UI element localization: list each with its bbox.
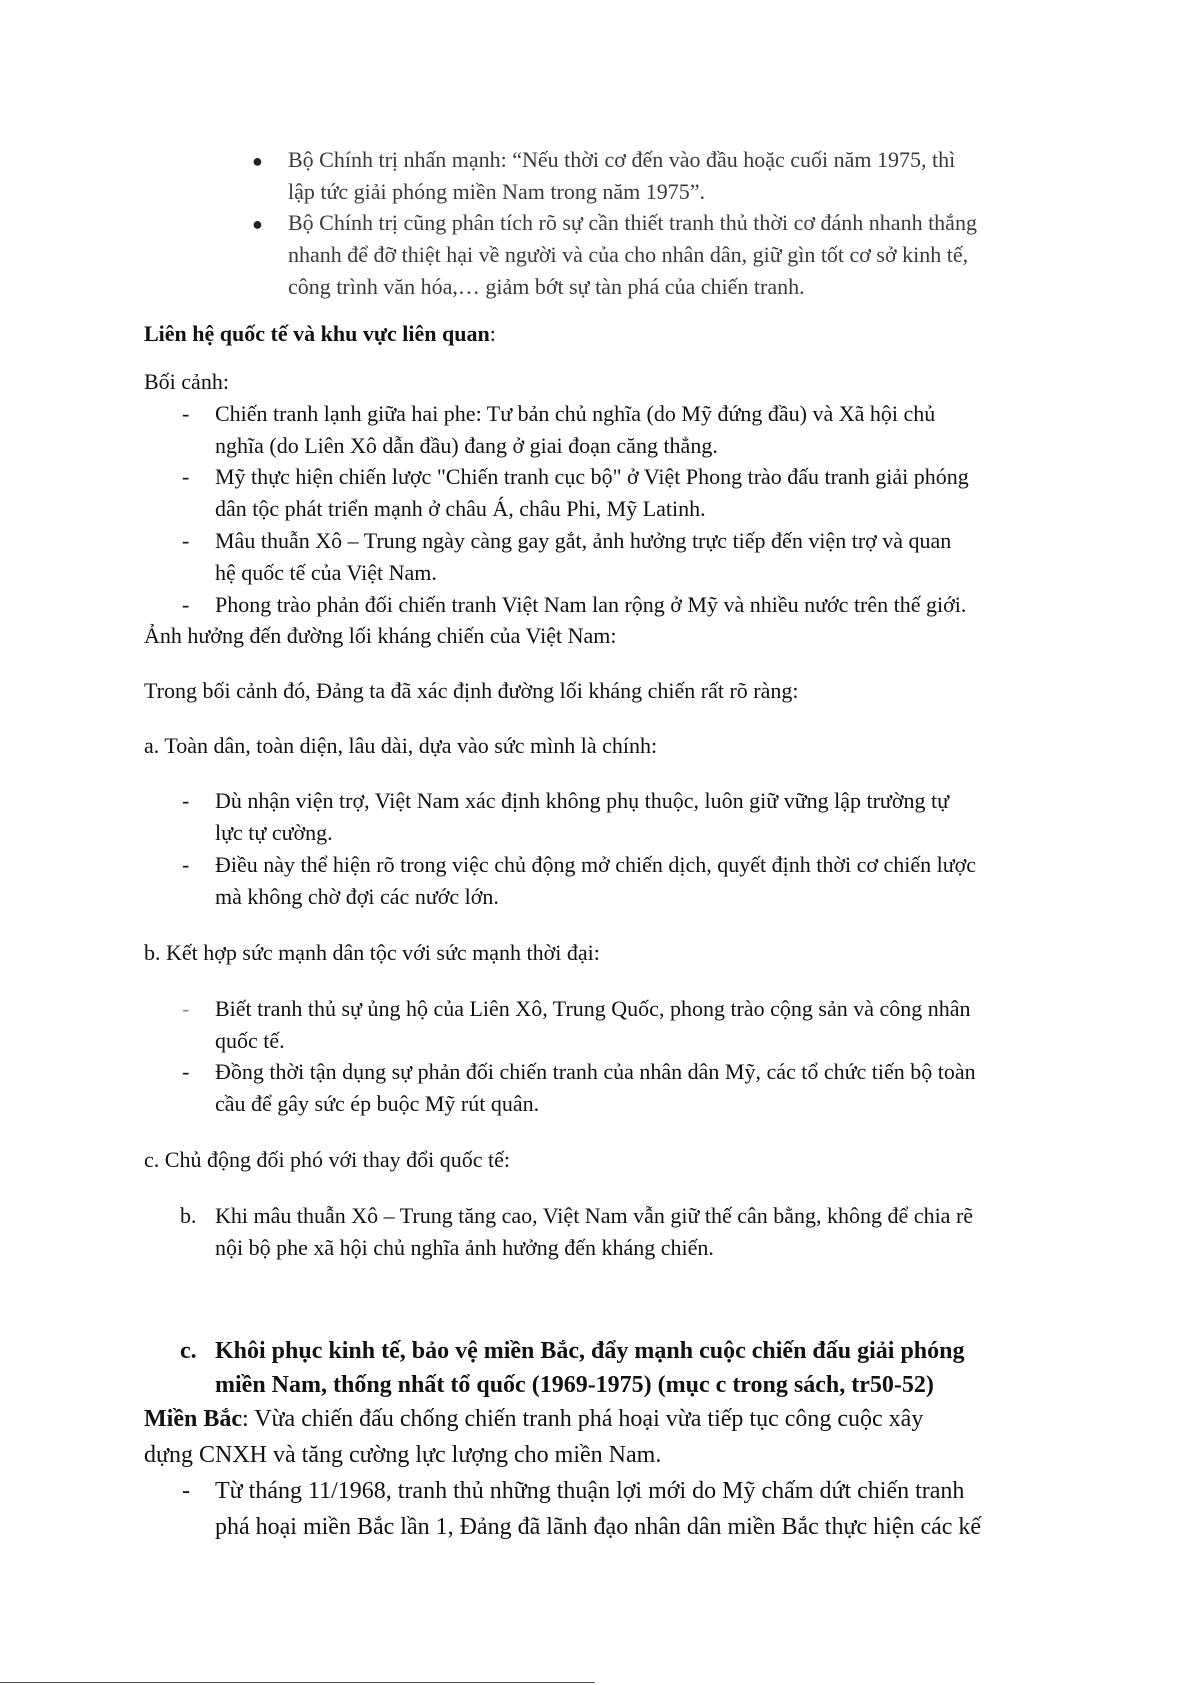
context-label: Bối cảnh: xyxy=(144,369,229,394)
dash-marker: - xyxy=(182,996,190,1021)
dash-marker: - xyxy=(182,401,190,426)
list-line: mà không chờ đợi các nước lớn. xyxy=(215,884,499,909)
dash-marker: - xyxy=(182,528,190,553)
bullet-line: lập tức giải phóng miền Nam trong năm 1975”. xyxy=(288,179,706,204)
dash-marker: - xyxy=(182,788,190,813)
north-paragraph-line: Miền Bắc: Vừa chiến đấu chống chiến tranh phá hoại vừa tiếp tục công cuộc xây xyxy=(144,1406,924,1432)
dash-marker: - xyxy=(182,852,190,877)
intro-paragraph: Trong bối cảnh đó, Đảng ta đã xác định đường lối kháng chiến rất rõ ràng: xyxy=(144,678,799,703)
bullet-line: Bộ Chính trị cũng phân tích rõ sự cần thiết tranh thủ thời cơ đánh nhanh thắng xyxy=(288,210,977,235)
bullet-dot-icon: ● xyxy=(252,214,263,234)
list-line: Dù nhận viện trợ, Việt Nam xác định không phụ thuộc, luôn giữ vững lập trường tự xyxy=(215,788,950,813)
list-line: nội bộ phe xã hội chủ nghĩa ảnh hưởng đến kháng chiến. xyxy=(215,1235,714,1260)
list-line: Đồng thời tận dụng sự phản đối chiến tranh của nhân dân Mỹ, các tổ chức tiến bộ toàn xyxy=(215,1059,976,1084)
list-line: phá hoại miền Bắc lần 1, Đảng đã lãnh đạo nhân dân miền Bắc thực hiện các kế xyxy=(215,1514,982,1540)
list-line: lực tự cường. xyxy=(215,820,333,845)
list-line: dân tộc phát triển mạnh ở châu Á, châu Phi, Mỹ Latinh. xyxy=(215,496,706,521)
list-line: Phong trào phản đối chiến tranh Việt Nam lan rộng ở Mỹ và nhiều nước trên thế giới. xyxy=(215,592,967,617)
list-line: cầu để gây sức ép buộc Mỹ rút quân. xyxy=(215,1091,540,1116)
dash-marker: - xyxy=(182,464,190,489)
footer-rule xyxy=(0,1682,595,1683)
section-title-line: Khôi phục kinh tế, bảo vệ miền Bắc, đẩy mạnh cuộc chiến đấu giải phóng xyxy=(215,1338,965,1364)
impact-label: Ảnh hưởng đến đường lối kháng chiến của Việt Nam: xyxy=(144,623,617,648)
section-title-line: miền Nam, thống nhất tổ quốc (1969-1975) (mục c trong sách, tr50-52) xyxy=(215,1372,934,1398)
dash-marker: - xyxy=(182,592,190,617)
list-line: Từ tháng 11/1968, tranh thủ những thuận lợi mới do Mỹ chấm dứt chiến tranh xyxy=(215,1478,965,1504)
section-heading: Liên hệ quốc tế và khu vực liên quan: xyxy=(144,321,496,346)
section-marker: c. xyxy=(180,1338,197,1364)
north-paragraph-line: dựng CNXH và tăng cường lực lượng cho miền Nam. xyxy=(144,1442,662,1468)
subheading-c: c. Chủ động đối phó với thay đổi quốc tế: xyxy=(144,1147,511,1172)
dash-marker: - xyxy=(182,1059,190,1084)
subheading-a: a. Toàn dân, toàn diện, lâu dài, dựa vào sức mình là chính: xyxy=(144,733,658,758)
list-line: hệ quốc tế của Việt Nam. xyxy=(215,560,437,585)
list-line: Chiến tranh lạnh giữa hai phe: Tư bản chủ nghĩa (do Mỹ đứng đầu) và Xã hội chủ xyxy=(215,401,936,426)
bullet-line: nhanh để đỡ thiệt hại về người và của cho nhân dân, giữ gìn tốt cơ sở kinh tế, xyxy=(288,242,969,267)
subheading-b: b. Kết hợp sức mạnh dân tộc với sức mạnh thời đại: xyxy=(144,940,600,965)
list-line: Mỹ thực hiện chiến lược "Chiến tranh cục bộ" ở Việt Phong trào đấu tranh giải phóng xyxy=(215,464,969,489)
list-line: Khi mâu thuẫn Xô – Trung tăng cao, Việt Nam vẫn giữ thế cân bằng, không để chia rẽ xyxy=(215,1203,974,1228)
list-line: nghĩa (do Liên Xô dẫn đầu) đang ở giai đoạn căng thẳng. xyxy=(215,433,718,458)
list-line: Mâu thuẫn Xô – Trung ngày càng gay gắt, ảnh hưởng trực tiếp đến viện trợ và quan xyxy=(215,528,952,553)
list-marker: b. xyxy=(180,1203,197,1228)
list-line: Điều này thể hiện rõ trong việc chủ động mở chiến dịch, quyết định thời cơ chiến lược xyxy=(215,852,977,877)
list-line: quốc tế. xyxy=(215,1028,285,1053)
list-line: Biết tranh thủ sự ủng hộ của Liên Xô, Trung Quốc, phong trào cộng sản và công nhân xyxy=(215,996,971,1021)
dash-marker: - xyxy=(182,1478,190,1504)
bullet-dot-icon: ● xyxy=(252,151,263,171)
bullet-line: công trình văn hóa,… giảm bớt sự tàn phá của chiến tranh. xyxy=(288,274,805,299)
bullet-line: Bộ Chính trị nhấn mạnh: “Nếu thời cơ đến vào đầu hoặc cuối năm 1975, thì xyxy=(288,147,956,172)
